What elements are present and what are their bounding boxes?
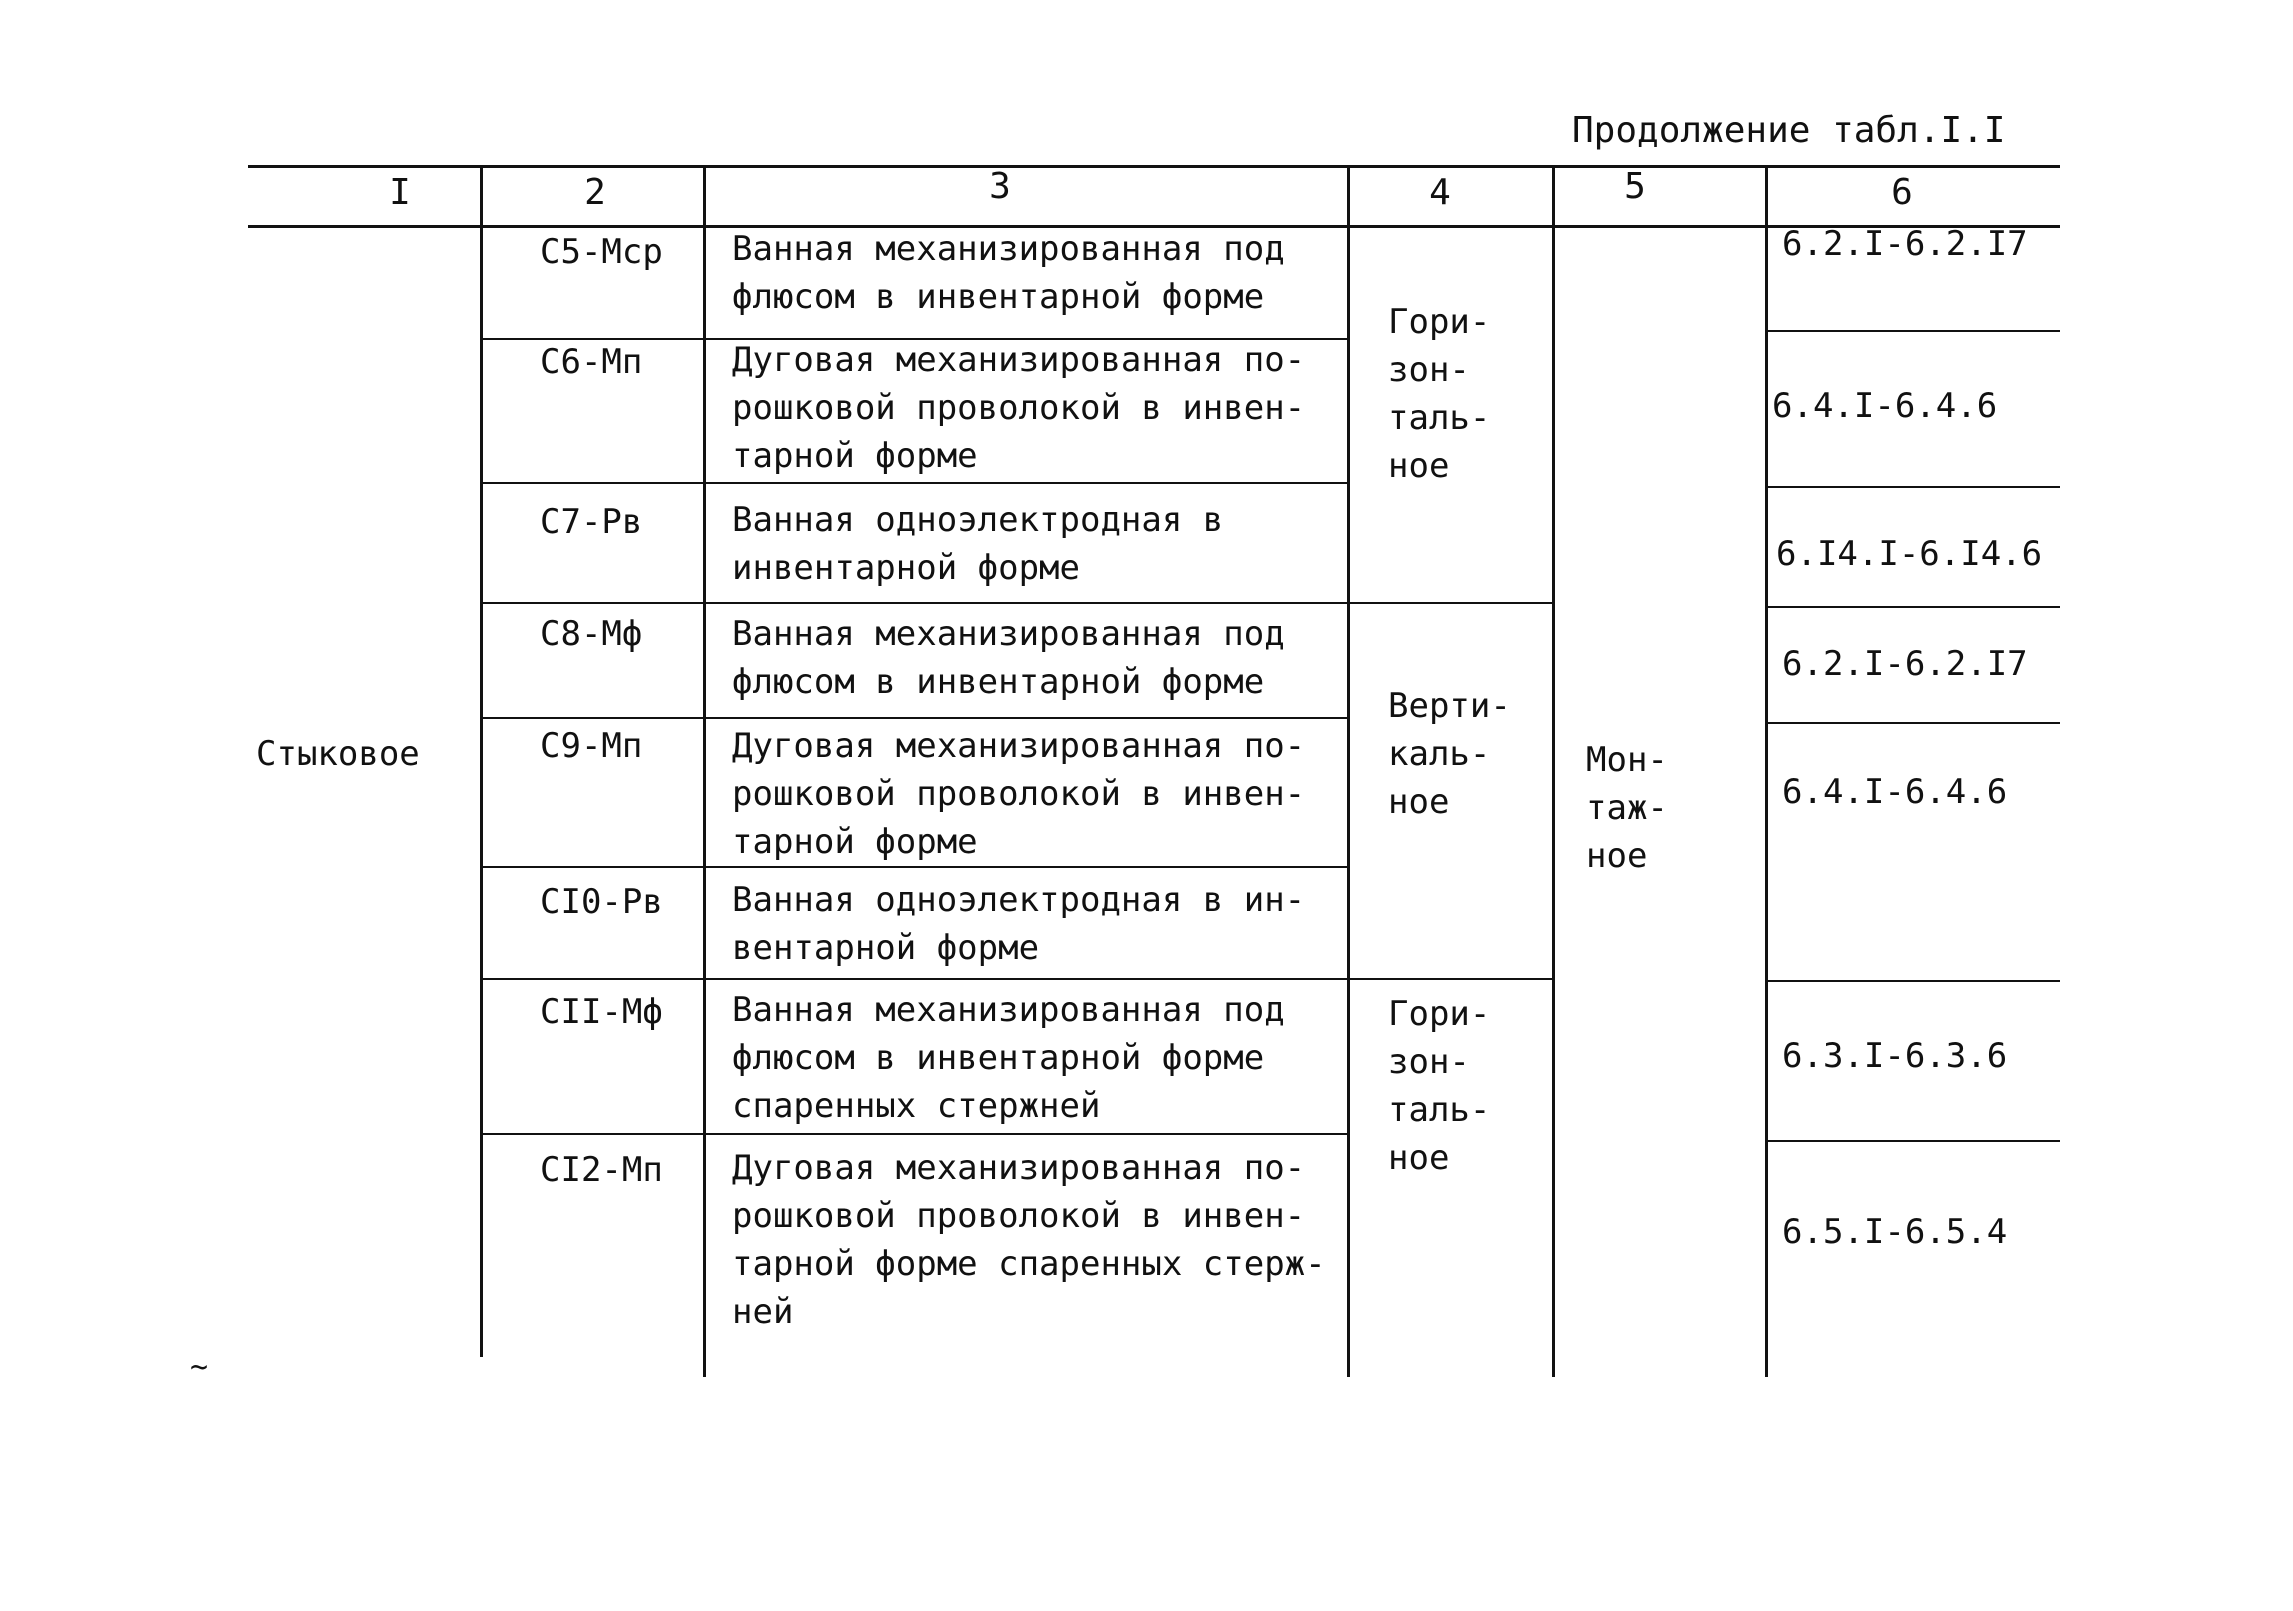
col-divider-5 <box>1765 165 1768 1377</box>
header-col-3: 3 <box>989 166 1011 207</box>
weld-description: Ванная одноэлектродная в инвентарной форме <box>732 500 1224 588</box>
table-top-rule <box>248 165 2060 168</box>
weld-code: СI0-Рв <box>540 882 663 922</box>
refs-separator <box>1765 486 2060 488</box>
assembly-type: Мон- таж- ное <box>1586 740 1668 876</box>
table-caption: Продолжение табл.I.I <box>1572 110 2006 151</box>
refs-separator <box>1765 1140 2060 1142</box>
weld-position: Верти- каль- ное <box>1388 686 1511 822</box>
row-separator <box>480 717 1347 719</box>
col-divider-4 <box>1552 165 1555 1377</box>
header-col-6: 6 <box>1891 172 1913 213</box>
weld-description: Ванная одноэлектродная в ин- вентарной форме <box>732 880 1306 968</box>
section-refs: 6.3.I-6.3.6 <box>1782 1036 2008 1076</box>
col-divider-3 <box>1347 165 1350 1377</box>
section-refs: 6.4.I-6.4.6 <box>1772 386 1998 426</box>
section-refs: 6.4.I-6.4.6 <box>1782 772 2008 812</box>
weld-code: С6-Мп <box>540 342 643 382</box>
weld-description: Ванная механизированная под флюсом в инвентарной форме <box>732 614 1285 702</box>
weld-description: Дуговая механизированная по- рошковой проволокой в инвен- тарной форме <box>732 340 1306 476</box>
header-col-4: 4 <box>1429 172 1451 213</box>
weld-description: Дуговая механизированная по- рошковой проволокой в инвен- тарной форме спаренных стерж- ней <box>732 1148 1326 1332</box>
weld-position: Гори- зон- таль- ное <box>1388 994 1491 1178</box>
joint-type-label: Стыковое <box>256 734 420 774</box>
weld-description: Дуговая механизированная по- рошковой проволокой в инвен- тарной форме <box>732 726 1306 862</box>
section-refs: 6.I4.I-6.I4.6 <box>1776 534 2043 574</box>
refs-separator <box>1765 330 2060 332</box>
weld-code: СII-Мф <box>540 992 663 1032</box>
weld-code: С7-Рв <box>540 502 643 542</box>
header-col-5: 5 <box>1624 166 1646 207</box>
row-separator <box>480 482 1347 484</box>
row-separator <box>480 1133 1347 1135</box>
weld-position: Гори- зон- таль- ное <box>1388 302 1491 486</box>
col-divider-1 <box>480 165 483 1357</box>
col-divider-2 <box>703 165 706 1377</box>
weld-code: СI2-Мп <box>540 1150 663 1190</box>
refs-separator <box>1765 722 2060 724</box>
page-mark: ~ <box>190 1350 209 1385</box>
weld-code: С9-Мп <box>540 726 643 766</box>
weld-description: Ванная механизированная под флюсом в инвентарной форме <box>732 229 1285 317</box>
header-col-1: I <box>389 172 411 213</box>
section-refs: 6.2.I-6.2.I7 <box>1782 644 2028 684</box>
weld-description: Ванная механизированная под флюсом в инвентарной форме спаренных стержней <box>732 990 1285 1126</box>
row-separator <box>480 978 1552 980</box>
section-refs: 6.2.I-6.2.I7 <box>1782 224 2028 264</box>
weld-code: С8-Мф <box>540 614 643 654</box>
refs-separator <box>1765 980 2060 982</box>
weld-code: С5-Мср <box>540 232 663 272</box>
section-refs: 6.5.I-6.5.4 <box>1782 1212 2008 1252</box>
row-separator <box>480 602 1552 604</box>
refs-separator <box>1765 606 2060 608</box>
row-separator <box>480 866 1347 868</box>
header-col-2: 2 <box>584 172 606 213</box>
